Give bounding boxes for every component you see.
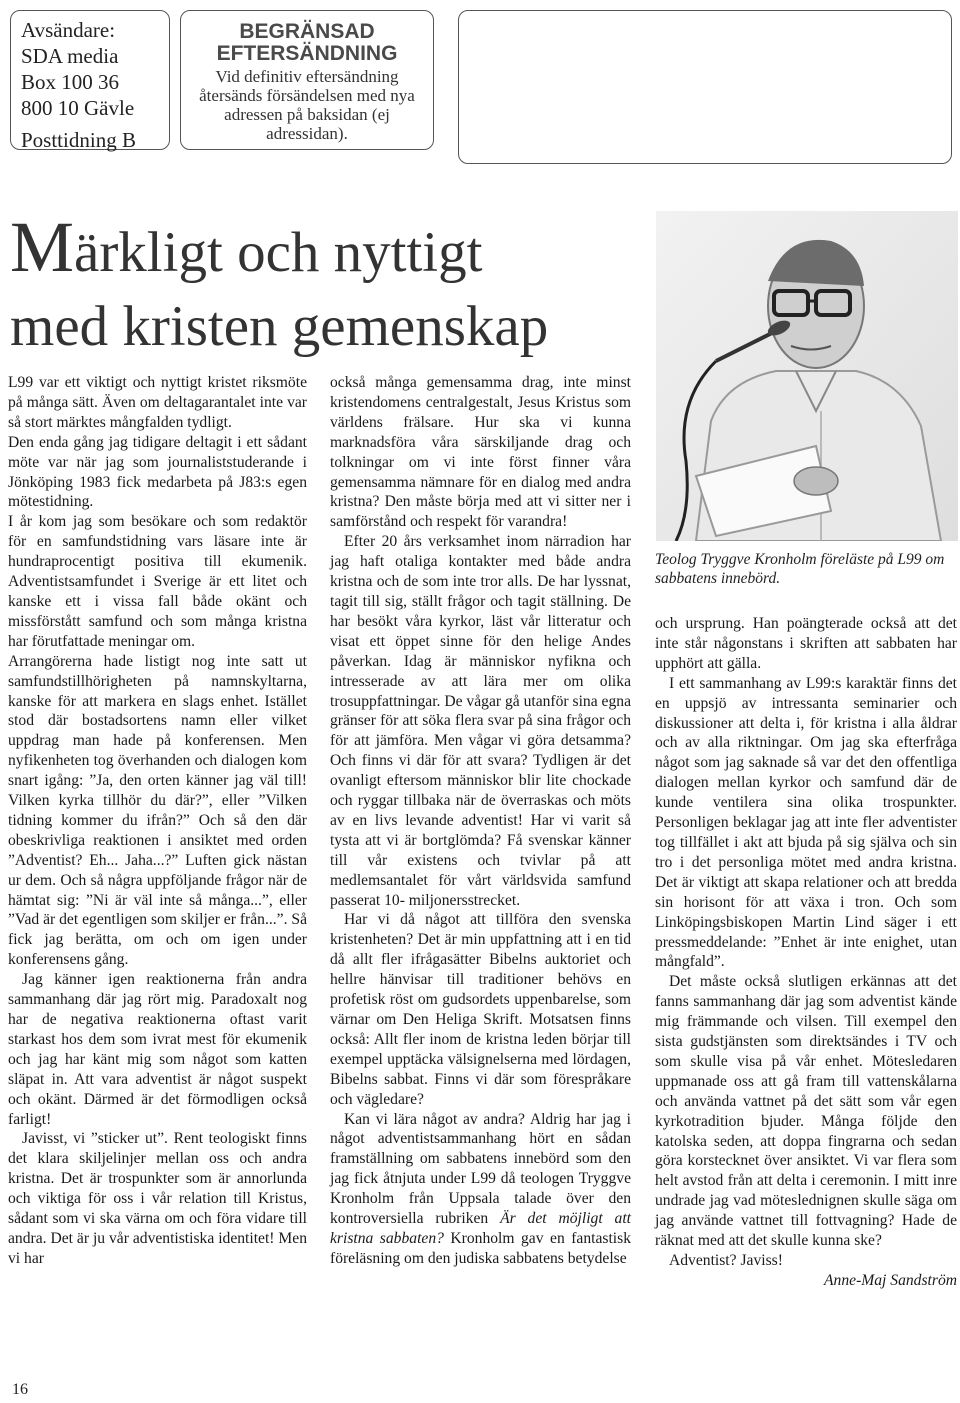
restricted-body: Vid definitiv eftersändning återsänds försändelsen med nya adressen på baksidan (ej adressidan). — [199, 67, 415, 143]
speaker-photo — [656, 211, 958, 541]
paragraph-text: Kan vi lära något av andra? Aldrig har jag i något adventistsammanhang hört en sådan framställning om sabbatens innebörd som den jag fick åtnjuta under L99 då teologen Tryggve Kronholm från Uppsala talade över den kontroversiella rubriken — [330, 1110, 631, 1228]
sender-address-box — [10, 10, 170, 150]
paragraph: Har vi då något att tillföra den svenska kristenheten? Det är min uppfattning att i en tid då allt fler ifrågasätter Bibelns auktoriet och hellre hänvisar till traditioner behövs en profetisk röst om gudsordets uppenbarelse, som värnar om Den Heliga Skrift. Motsatsen finns också: Allt fler inom de kristna leden börjar till exempel upptäcka välsignelserna med lördagen, Bibelns sabbat. Finns vi där som förespråkare och vägledare? — [330, 911, 631, 1108]
paragraph: Den enda gång jag tidigare deltagit i ett sådant möte var när jag som journaliststuderande i Jönköping 1983 fick medarbeta på J83:s egen mötestidning. — [8, 433, 307, 511]
article-column-2 — [330, 373, 631, 1269]
restricted-forwarding-box — [180, 10, 434, 150]
paragraph: och ursprung. Han poängterade också att det inte står någonstans i skriften att sabbaten har upphört att gälla. — [655, 615, 957, 672]
author-signature: Anne-Maj Sandström — [824, 1271, 957, 1289]
paragraph: Javisst, vi ”sticker ut”. Rent teologiskt finns det klara skiljelinjer mellan oss och andra kristna. Det är trospunkter som är annorlunda och viktiga för oss i vår relation till Kristus, sådant som vi ska värna om och föra vidare till andra. Det är ju vår adventistiska identitet! Men vi har — [8, 1130, 307, 1267]
article-column-1 — [8, 373, 307, 1269]
restricted-heading-2: EFTERSÄNDNING — [216, 42, 398, 65]
article-headline — [10, 207, 650, 364]
sender-label: Avsändare: — [21, 18, 116, 42]
headline-line2: med kristen gemenskap — [10, 295, 549, 358]
postage-type: Posttidning B — [21, 128, 136, 152]
paragraph-text: Kronholm gav en fantastisk föreläsning om den judiska sabbatens betydelse — [330, 1229, 631, 1267]
paragraph — [330, 1110, 631, 1269]
lecture-title: Är det möjligt att kristna sabbaten? — [330, 1210, 631, 1247]
article-column-3 — [655, 614, 957, 1291]
paragraph: Adventist? Javiss! — [669, 1252, 783, 1269]
photo-caption: Teolog Tryggve Kronholm föreläste på L99 om sabbatens innebörd. — [655, 551, 945, 587]
paragraph: L99 var ett viktigt och nyttigt kristet riksmöte på många sätt. Även om deltagarantalet inte var så stort märktes mångfalden tydligt. — [8, 374, 307, 431]
paragraph: Arrangörerna hade listigt nog inte satt ut samfundstillhörigheten på namnskyltarna, kanske för att markera en slags enhet. Istället stod där bostadsortens namn eller vilket uppdrag man hade på konferensen. Men nyfikenheten tog överhanden och dialogen kom snart igång: ”Ja, den orten känner jag väl till! Vilken kyrka tillhör du där?”, eller ”Vilken tidning kommer du ifrån?” Och så den där obeskrivliga reaktionen i ansiktet med orden ”Adventist? Eh... Jaha...?” Luften gick nästan ur dem. Och så några uppföljande frågor när de hämtat sig: ”Ni är väl inte så många...”, eller ”Vad är det egentligen som skiljer er från...”. Så fick jag berätta, om och om igen under konferensens gång. — [8, 652, 307, 969]
paragraph: Jag känner igen reaktionerna från andra sammanhang där jag rört mig. Paradoxalt nog har de negativa reaktionerna oftast varit starkast hos dem som ivrat mest för ekumenik och jag har känt mig som något som katten släpat in. Att vara adventist är något suspekt och okänt. Därmed är det förmodligen också farligt! — [8, 971, 307, 1128]
sender-name: SDA media — [21, 44, 119, 68]
paragraph: Efter 20 års verksamhet inom närradion har jag haft otaliga kontakter med både andra kristna och de som inte tror alls. De har lyssnat, tagit till sig, ställt frågor och tagit ställning. De har besökt våra kyrkor, läst vår litteratur och visat ett öppet sinne för den helige Andes påverkan. Idag är människor nyfikna och intresserade av att lära mer om olika trosuppfattningar. De vågar gå utanför sina egna gränser för att söka flera svar på sina frågor och för att jämföra. Men vågar vi göra detsamma? Och finns vi där för att svara? Tydligen är det ovanligt eftersom människor blir lite chockade och ryggar tillbaka när de överraskas och möts av en livs levande adventist! Har vi varit så tysta att vi är bortglömda? Få svenskar känner till vår existens och tvivlar på att medlemsantalet för vårt världsvida samfund passerat 10- miljonersstrecket. — [330, 533, 631, 909]
paragraph: I ett sammanhang av L99:s karaktär finns det en uppsjö av intressanta seminarier och diskussioner att delta i, för kristna i alla åldrar och av alla riktningar. Om jag ska efterfråga något som jag saknade så var det den offentliga dialogen mellan kyrkor och samfund där de kunde ventilera sina olika trospunkter. Personligen beklagar jag att inte fler adventister tog tillfället i akt att bjuda på sig själva och sin tro i det personliga mötet med andra kristna. Det är viktigt att skapa relationer och att bredda sin horisont för att växa i tron. Och som Linköpingsbiskopen Martin Lind säger i ett pressmeddelande: ”Enhet är inte enighet, utan mångfald”. — [655, 674, 957, 971]
restricted-heading-1: BEGRÄNSAD — [239, 20, 375, 43]
paragraph: också många gemensamma drag, inte minst kristendomens centralgestalt, Jesus Kristus som världens frälsare. Hur ska vi kunna marknadsföra våra särskiljande drag och tolkningar om vi inte först finner våra gemensamma nämnare för en dialog med andra kristna? Den måste börja med att vi sitter ner i samförstånd och respekt för varandra! — [330, 374, 631, 531]
sender-postal-city: 800 10 Gävle — [21, 96, 135, 120]
sender-box-number: Box 100 36 — [21, 70, 120, 94]
paragraph: Det måste också slutligen erkännas att det fanns sammanhang där jag som adventist kände mig främmande och vilsen. Till exempel den sista gudstjänsten som direktsändes i TV och som skulle visa på vår enhet. Mötesledaren uppmanade oss att gå fram till vattenskålarna och använda vattnet på det sätt som vår egen kyrkotradition bjuder. Många följde den katolska seden, att doppa fingrarna och sedan göra korstecknet över ansiktet. Vi var flera som helt avstod från att delta i ceremonin. I mitt inre undrade jag vad möteslednignen skulle säga om jag använde vattnet till fottvagning? Hade de räknat med att det skulle kunna ske? — [655, 973, 957, 1250]
headline-line1: ärkligt och nyttigt — [74, 221, 483, 284]
page-number: 16 — [12, 1381, 28, 1398]
paragraph: I år kom jag som besökare och som redaktör för en samfundstidning vars läsare inte är hundraprocentigt positiva till ekumenik. Adventistsamfundet i Sverige är ett litet och kanske ett i vissa fall både okänt och missförstått samfund och som många kristna har förutfattade meningar om. — [8, 513, 307, 650]
recipient-address-box — [458, 10, 952, 164]
headline-dropcap: M — [10, 207, 75, 287]
